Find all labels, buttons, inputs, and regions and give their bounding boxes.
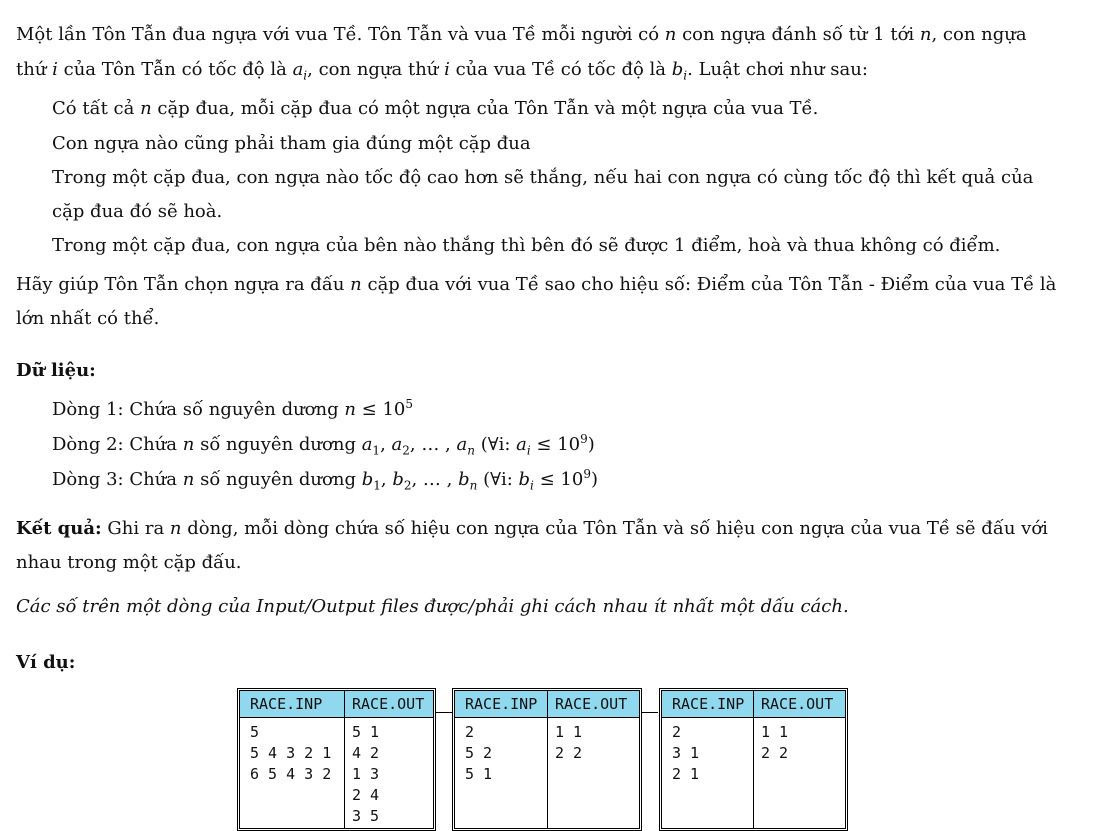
rule-2: Con ngựa nào cũng phải tham gia đúng một cặp đua <box>52 133 531 154</box>
goal-line-2: lớn nhất có thể. <box>16 308 160 329</box>
example-table-3 <box>659 688 848 831</box>
rule-1: Có tất cả n cặp đua, mỗi cặp đua có một ngựa của Tôn Tẫn và một ngựa của vua Tề. <box>52 98 819 119</box>
input-content: 2 5 2 5 1 <box>465 723 493 783</box>
goal-line-1: Hãy giúp Tôn Tẫn chọn ngựa ra đấu n cặp đua với vua Tề sao cho hiệu số: Điểm của Tôn Tẫn - Điểm của vua Tề là <box>16 274 1057 295</box>
intro-line-1: Một lần Tôn Tẫn đua ngựa với vua Tề. Tôn Tẫn và vua Tề mỗi người có n con ngựa đánh số từ 1 tới n, con ngựa <box>16 24 1027 45</box>
output-line-1: Kết quả: Ghi ra n dòng, mỗi dòng chứa số hiệu con ngựa của Tôn Tẫn và số hiệu con ngựa của vua Tề sẽ đấu với <box>16 518 1048 539</box>
input-line-1: Dòng 1: Chứa số nguyên dương $n \le 10^5$ <box>52 397 414 420</box>
output-content: 5 1 4 2 1 3 2 4 3 5 <box>352 723 380 825</box>
input-line-3: Dòng 3: Chứa n số nguyên dương $b_1$, $b_2$, … , $b_n$ (∀i: $b_i \le 10^9$) <box>52 467 598 493</box>
output-content: 1 1 2 2 <box>555 723 583 762</box>
header-inp: RACE.INP <box>672 695 745 713</box>
rule-4: Trong một cặp đua, con ngựa của bên nào thắng thì bên đó sẽ được 1 điểm, hoà và thua không có điểm. <box>52 235 1001 256</box>
input-line-2: Dòng 2: Chứa n số nguyên dương $a_1$, $a_2$, … , $a_n$ (∀i: $a_i \le 10^9$) <box>52 432 595 458</box>
input-content: 5 5 4 3 2 1 6 5 4 3 2 <box>250 723 332 783</box>
input-heading: Dữ liệu: <box>16 360 96 381</box>
input-content: 2 3 1 2 1 <box>672 723 700 783</box>
header-out: RACE.OUT <box>555 695 628 713</box>
output-content: 1 1 2 2 <box>761 723 789 762</box>
intro-line-2: thứ i của Tôn Tẫn có tốc độ là $a_i$, con ngựa thứ i của vua Tề có tốc độ là $b_i$. Luật chơi như sau: <box>16 59 868 83</box>
example-heading: Ví dụ: <box>16 652 76 673</box>
example-table-2 <box>452 688 642 831</box>
header-out: RACE.OUT <box>761 695 834 713</box>
rule-3: Trong một cặp đua, con ngựa nào tốc độ cao hơn sẽ thắng, nếu hai con ngựa có cùng tốc độ thì kết quả của <box>52 167 1034 188</box>
example-table-1 <box>237 688 436 831</box>
header-out: RACE.OUT <box>352 695 425 713</box>
output-line-2: nhau trong một cặp đấu. <box>16 552 242 573</box>
rule-3-cont: cặp đua đó sẽ hoà. <box>52 201 223 222</box>
note-line: Các số trên một dòng của Input/Output files được/phải ghi cách nhau ít nhất một dấu cách. <box>16 596 849 617</box>
header-inp: RACE.INP <box>465 695 538 713</box>
header-inp: RACE.INP <box>250 695 323 713</box>
